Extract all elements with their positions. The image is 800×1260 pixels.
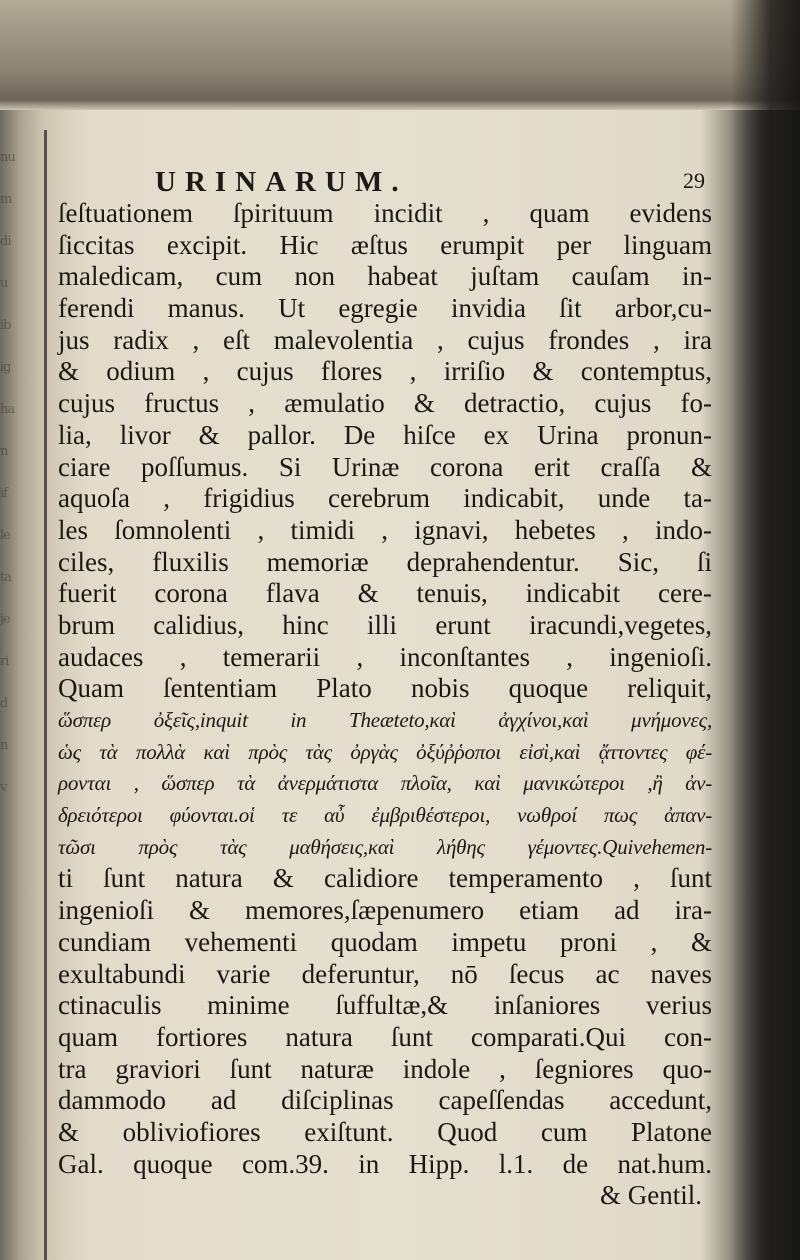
text-line: aquoſa , frigidius cerebrum indicabit, unde ta- [58, 483, 712, 514]
text-line: jus radix , eſt malevolentia , cujus frondes , ira [58, 324, 712, 355]
facing-page-fragment: le [0, 528, 10, 543]
text-line: tra graviori ſunt naturæ indole , ſegniores quo- [58, 1053, 712, 1084]
text-line: ctinaculis minime ſuffultæ,& inſaniores verius [58, 990, 712, 1021]
body-text [58, 198, 712, 1212]
facing-page-fragment: di [0, 234, 11, 249]
page-gutter [44, 130, 47, 1260]
facing-page-fragment: ri [0, 654, 9, 669]
text-line: ferendi manus. Ut egregie invidia ſit arbor,cu- [58, 293, 712, 324]
text-line: & obliviofiores exiſtunt. Quod cum Platone [58, 1116, 712, 1147]
facing-page-fragment: m [0, 192, 12, 207]
text-line: ti ſunt natura & calidiore temperamento , ſunt [58, 863, 712, 894]
greek-text-line: ὥσπερ ὀξεῖς,inquit in Theæteto,καὶ ἀγχίνοι,καὶ μνήμονες, [58, 708, 712, 732]
greek-text-line: δρειότεροι φύονται.οἱ τε αὖ ἐμβριθέστεροι, νωθροί πως ἀπαν- [58, 803, 712, 828]
text-line: & Gentil. [600, 1180, 702, 1211]
text-line: Gal. quoque com.39. in Hipp. l.1. de nat.hum. [58, 1148, 712, 1179]
text-line: audaces , temerarii , inconſtantes , ingenioſi. [58, 641, 712, 672]
facing-page-fragment: if [0, 486, 7, 501]
facing-page-fragment: je [0, 612, 10, 627]
text-line: exultabundi varie deferuntur, nō ſecus ac naves [58, 958, 712, 989]
text-line: quam fortiores natura ſunt comparati.Qui con- [58, 1021, 712, 1052]
text-line: brum calidius, hinc illi erunt iracundi,vegetes, [58, 609, 712, 640]
scan-edge-shadow [730, 0, 800, 1260]
page-header [145, 166, 705, 200]
facing-page-fragment: ig [0, 360, 11, 375]
facing-page-fragment: ib [0, 318, 11, 333]
facing-page-fragment: ha [0, 402, 15, 417]
facing-page-fragment: d [0, 696, 8, 711]
facing-page-fragment: n [0, 444, 8, 459]
facing-page-fragment: n [0, 738, 8, 753]
text-line: lia, livor & pallor. De hiſce ex Urina pronun- [58, 419, 712, 450]
facing-page-fragment: ta [0, 570, 11, 585]
facing-page-fragments [0, 150, 44, 822]
text-line: les ſomnolenti , timidi , ignavi, hebetes , indo- [58, 514, 712, 545]
text-line: cundiam vehementi quodam impetu proni , & [58, 926, 712, 957]
text-line: ciare poſſumus. Si Urinæ corona erit craſſa & [58, 451, 712, 482]
text-line: & odium , cujus flores , irriſio & contemptus, [58, 356, 712, 387]
greek-text-line: ὡς τὰ πολλὰ καὶ πρὸς τὰς ὀργὰς ὀξύῤῥοποι εἰσὶ,καὶ ᾄττοντες φέ- [58, 739, 712, 764]
greek-text-line: ρονται , ὥσπερ τὰ ἀνερμάτιστα πλοῖα, καὶ μανικώτεροι ,ἢ ἀν- [58, 771, 712, 796]
facing-page-fragment: v [0, 780, 7, 795]
text-line: ciles, fluxilis memoriæ deprahendentur. Sic, ſi [58, 546, 712, 577]
text-line: maledicam, cum non habeat juſtam cauſam in- [58, 261, 712, 292]
greek-text-line: τῶσι πρὸς τὰς μαθήσεις,καὶ λήθης γέμοντες.Quivehemen- [58, 834, 712, 859]
text-line: ſiccitas excipit. Hic æſtus erumpit per linguam [58, 229, 712, 260]
scan-top-band [0, 0, 800, 110]
text-line: dammodo ad diſciplinas capeſſendas accedunt, [58, 1085, 712, 1116]
text-line: ingenioſi & memores,ſæpenumero etiam ad ira- [58, 895, 712, 926]
text-line: cujus fructus , æmulatio & detractio, cujus fo- [58, 388, 712, 419]
text-line: fuerit corona flava & tenuis, indicabit cere- [58, 578, 712, 609]
page-number: 29 [683, 168, 705, 193]
facing-page-fragment: nu [0, 150, 15, 165]
facing-page-fragment: u [0, 276, 8, 291]
text-line: Quam ſententiam Plato nobis quoque reliquit, [58, 673, 712, 704]
running-head: URINARUM. [155, 166, 408, 198]
text-line: ſeſtuationem ſpirituum incidit , quam evidens [58, 198, 712, 228]
